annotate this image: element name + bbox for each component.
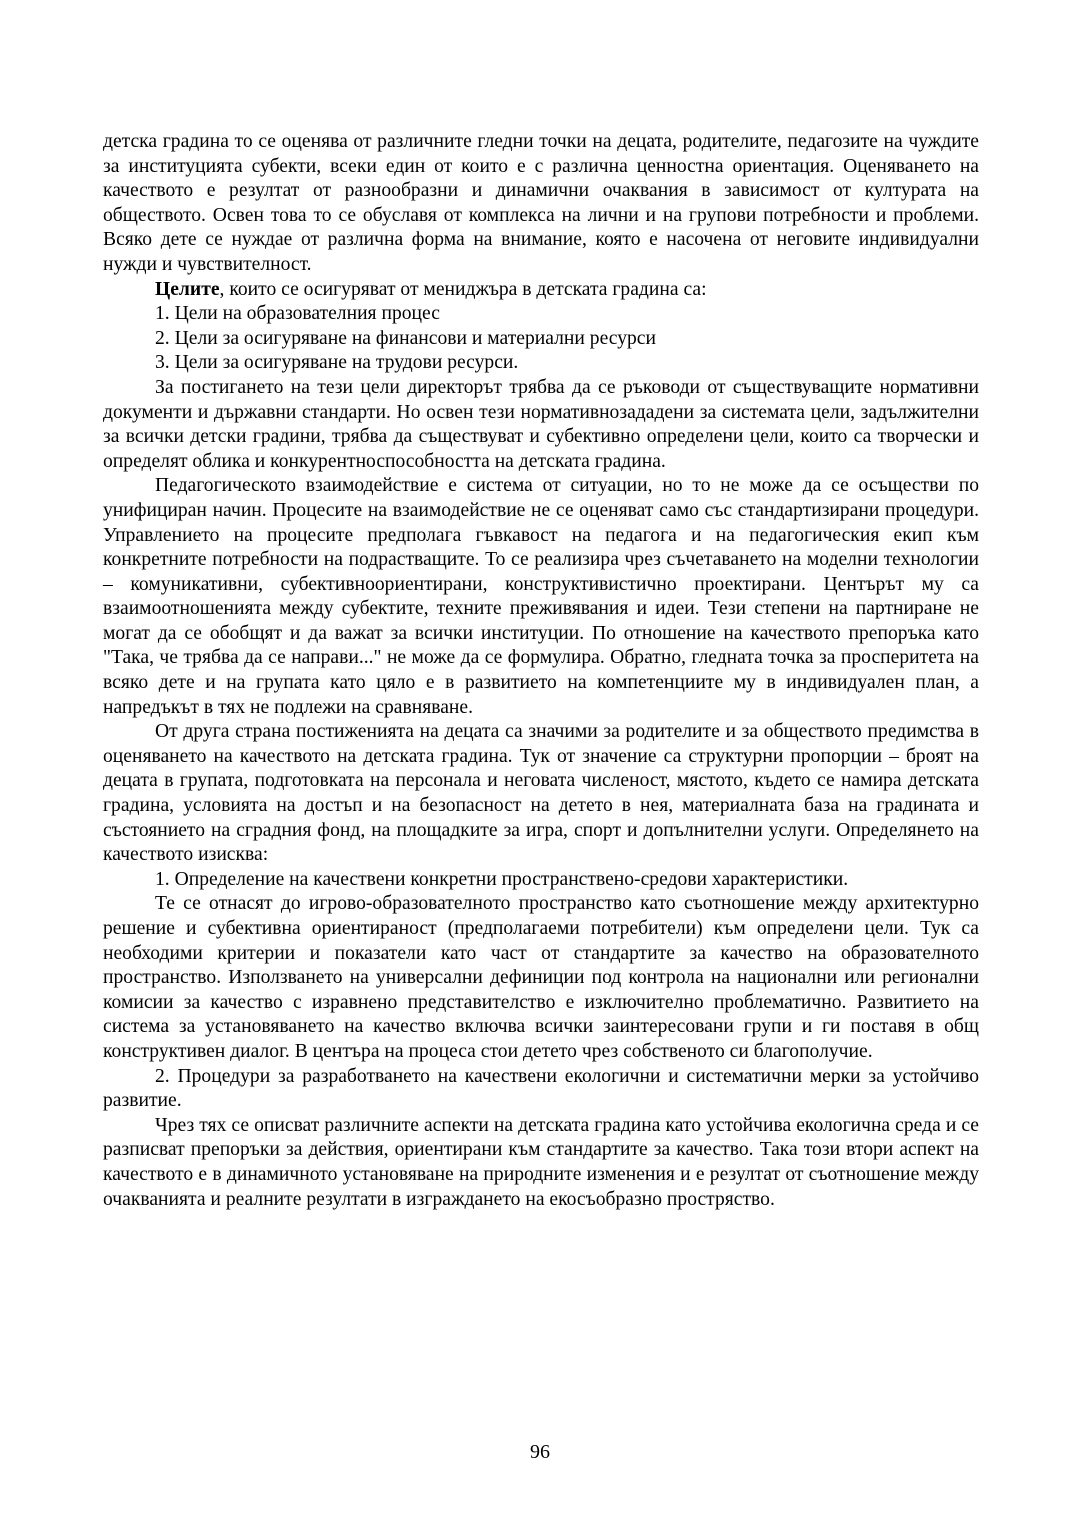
list-item: 3. Цели за осигуряване на трудови ресурси.: [155, 352, 519, 374]
list-item: 2. Процедури за разработването на качествени екологични и систематични мерки за устойчиво развитие.: [103, 1065, 979, 1112]
list-item: 1. Цели на образователния процес: [155, 303, 440, 325]
paragraph-text: , които се осигуряват от мениджъра в детската градина са:: [219, 278, 707, 300]
paragraph: Чрез тях се описват различните аспекти на детската градина като устойчива екологична среда и се разписват препоръки за действия, ориентирани към стандартите за качество. Така този втори аспект на качеството е в динамичното установяване на природните изменения и е резултат от съотношение между очакванията и реалните резултати в изграждането на екосъобразно простряство.: [103, 1114, 979, 1210]
paragraph: За постигането на тези цели директорът трябва да се ръководи от съществуващите нормативни документи и държавни стандарти. Но освен тези нормативнозададени за системата цели, задължителни за всички детски градини, трябва да съществуват и субективно определени цели, които са творчески и определят облика и конкурентноспособността на детската градина.: [103, 376, 979, 472]
page-number: 96: [530, 1441, 550, 1463]
list-item: 2. Цели за осигуряване на финансови и материални ресурси: [155, 327, 656, 349]
list-item: 1. Определение на качествени конкретни пространствено-средови характеристики.: [155, 868, 849, 890]
paragraph: [103, 278, 979, 303]
bold-term: Целите: [155, 278, 220, 300]
body-text: [103, 130, 979, 1212]
paragraph: Те се отнасят до игрово-образователното пространство като съотношение между архитектурно решение и субективна ориентираност (предполагаеми потребители) към определени цели. Тук са необходими критерии и показатели като част от стандартите за качество на образователното пространство. Използването на универсални дефиниции под контрола на национални или регионални комисии за качество с изравнено представителство е изключително проблематично. Развитието на система за установяването на качество включва всички заинтересовани групи и ги поставя в общ конструктивен диалог. В центъра на процеса стои детето чрез собственото си благополучие.: [103, 893, 979, 1062]
paragraph: детска градина то се оценява от различните гледни точки на децата, родителите, педагозите на чуждите за институцията субекти, всеки един от които е с различна ценностна ориентация. Оценяването на качеството е резултат от разнообразни и динамични очаквания в зависимост от културата на обществото. Освен това то се обуславя от комплекса на лични и на групови потребности и проблеми. Всяко дете се нуждае от различна форма на внимание, която е насочена от неговите индивидуални нужди и чувствителност.: [103, 131, 979, 275]
paragraph: От друга страна постиженията на децата са значими за родителите и за обществото предимства в оценяването на качеството на детската градина. Тук от значение са структурни пропорции – броят на децата в групата, подготовката на персонала и неговата численост, мястото, където се намира детската градина, условията на достъп и на безопасност на детето в нея, материалната база на градината и състоянието на сградния фонд, на площадките за игра, спорт и допълнителни услуги. Определянето на качеството изисква:: [103, 721, 979, 866]
paragraph: Педагогическото взаимодействие е система от ситуации, но то не може да се осъществи по унифициран начин. Процесите на взаимодействие не се оценяват само със стандартизирани процедури. Управлението на процесите предполага гъвкавост на педагога и на педагогическия екип към конкретните потребности на подрастващите. То се реализира чрез съчетаването на моделни технологии – комуникативни, субективноориентирани, конструктивистично проектирани. Центърът му са взаимоотношенията между субектите, техните преживявания и идеи. Тези степени на партниране не могат да се обобщят и да важат за всички институции. По отношение на качеството препоръка като "Така, че трябва да се направи..." не може да се формулира. Обратно, гледната точка за просперитета на всяко дете и на групата като цяло е в развитието на компетенциите му в индивидуален план, а напредъкът в тях не подлежи на сравняване.: [103, 475, 979, 718]
